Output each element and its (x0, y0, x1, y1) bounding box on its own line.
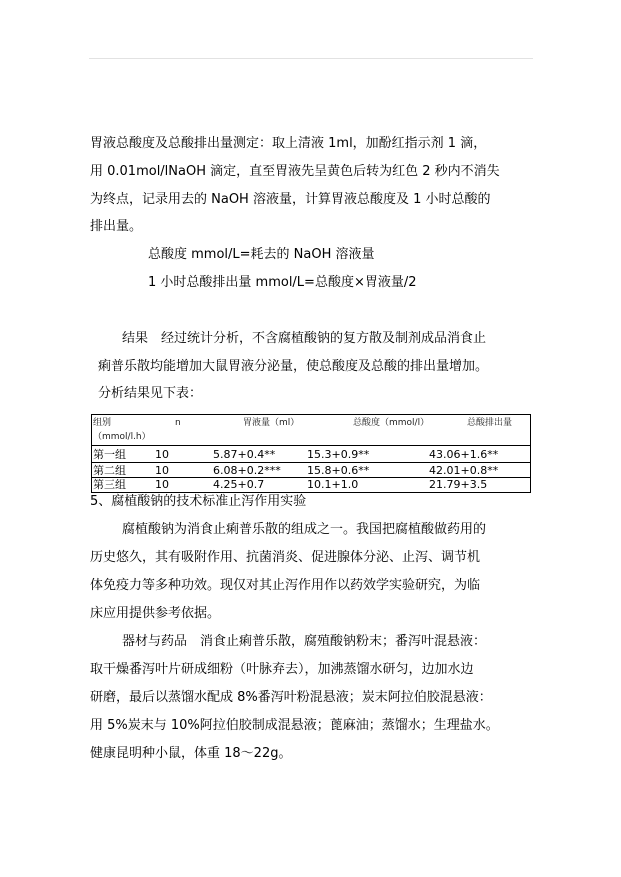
paragraph-line: 器材与药品 消食止痢普乐散，腐殖酸钠粉末；番泻叶混悬液： (122, 634, 487, 649)
table-row (91, 478, 531, 491)
cell-gastric-volume: 4.25+0.7 (213, 478, 265, 491)
cell-total-acidity: 15.8+0.6** (307, 464, 370, 477)
paragraph-line: 研磨，最后以蒸馏水配成 8%番泻叶粉混悬液；炭末阿拉伯胶混悬液： (90, 690, 492, 705)
cell-n: 10 (155, 448, 169, 461)
paragraph-line: 健康昆明种小鼠，体重 18～22g。 (90, 746, 292, 761)
paragraph-line: 胃液总酸度及总酸排出量测定：取上清液 1ml，加酚红指示剂 1 滴， (90, 136, 487, 151)
table-divider (91, 445, 531, 446)
header-rule (89, 58, 533, 59)
table-border-right (530, 415, 531, 492)
cell-n: 10 (155, 478, 169, 491)
table-row (91, 464, 531, 477)
cell-acid-output: 21.79+3.5 (429, 478, 488, 491)
paragraph-line: 用 5%炭末与 10%阿拉伯胶制成混悬液；蓖麻油；蒸馏水；生理盐水。 (90, 718, 499, 733)
header-group: 组别 (93, 418, 112, 428)
cell-group: 第一组 (93, 448, 126, 461)
cell-total-acidity: 10.1+1.0 (307, 478, 359, 491)
cell-gastric-volume: 6.08+0.2*** (213, 464, 281, 477)
paragraph-line: 体免疫力等多种功效。现仅对其止泻作用作以药效学实验研究，为临 (90, 578, 481, 593)
paragraph-line: 用 0.01mol/lNaOH 滴定，直至胃液先呈黄色后转为红色 2 秒内不消失 (90, 164, 500, 179)
formula-total-acidity: 总酸度 mmol/L=耗去的 NaOH 溶液量 (148, 247, 375, 262)
table-border-left (91, 415, 92, 492)
header-gastric-volume: 胃液量（ml） (243, 418, 300, 428)
paragraph-line: 取干燥番泻叶片研成细粉（叶脉弃去），加沸蒸馏水研匀，边加水边 (90, 662, 474, 677)
results-table (91, 414, 531, 493)
paragraph-line: 排出量。 (90, 219, 143, 234)
cell-gastric-volume: 5.87+0.4** (213, 448, 276, 461)
paragraph-line: 痢普乐散均能增加大鼠胃液分泌量，使总酸度及总酸的排出量增加。 (98, 359, 489, 374)
header-n: n (175, 418, 181, 428)
cell-acid-output: 42.01+0.8** (429, 464, 499, 477)
table-header-row (91, 417, 531, 430)
paragraph-line: 历史悠久，其有吸附作用、抗菌消炎、促进腺体分泌、止泻、调节机 (90, 550, 481, 565)
cell-total-acidity: 15.3+0.9** (307, 448, 370, 461)
cell-group: 第三组 (93, 478, 126, 491)
paragraph-line: 为终点，记录用去的 NaOH 溶液量，计算胃液总酸度及 1 小时总酸的 (90, 192, 491, 207)
table-header-unit-row (91, 431, 531, 444)
paragraph-line: 腐植酸钠为消食止痢普乐散的组成之一。我国把腐植酸做药用的 (122, 522, 487, 537)
header-acid-output: 总酸排出量 (467, 418, 513, 428)
paragraph-line: 床应用提供参考依据。 (90, 606, 221, 621)
table-row (91, 448, 531, 461)
paragraph-line: 结果 经过统计分析，不含腐植酸钠的复方散及制剂成品消食止 (122, 331, 487, 346)
section-title: 5、腐植酸钠的技术标准止泻作用实验 (90, 494, 307, 509)
table-divider (91, 462, 531, 463)
cell-group: 第二组 (93, 464, 126, 477)
formula-acid-output: 1 小时总酸排出量 mmol/L=总酸度×胃液量/2 (148, 275, 417, 290)
paragraph-line: 分析结果见下表： (98, 386, 203, 401)
header-total-acidity: 总酸度（mmol/l） (353, 418, 430, 428)
cell-n: 10 (155, 464, 169, 477)
cell-acid-output: 43.06+1.6** (429, 448, 499, 461)
header-unit: （mmol/l.h） (93, 432, 151, 442)
